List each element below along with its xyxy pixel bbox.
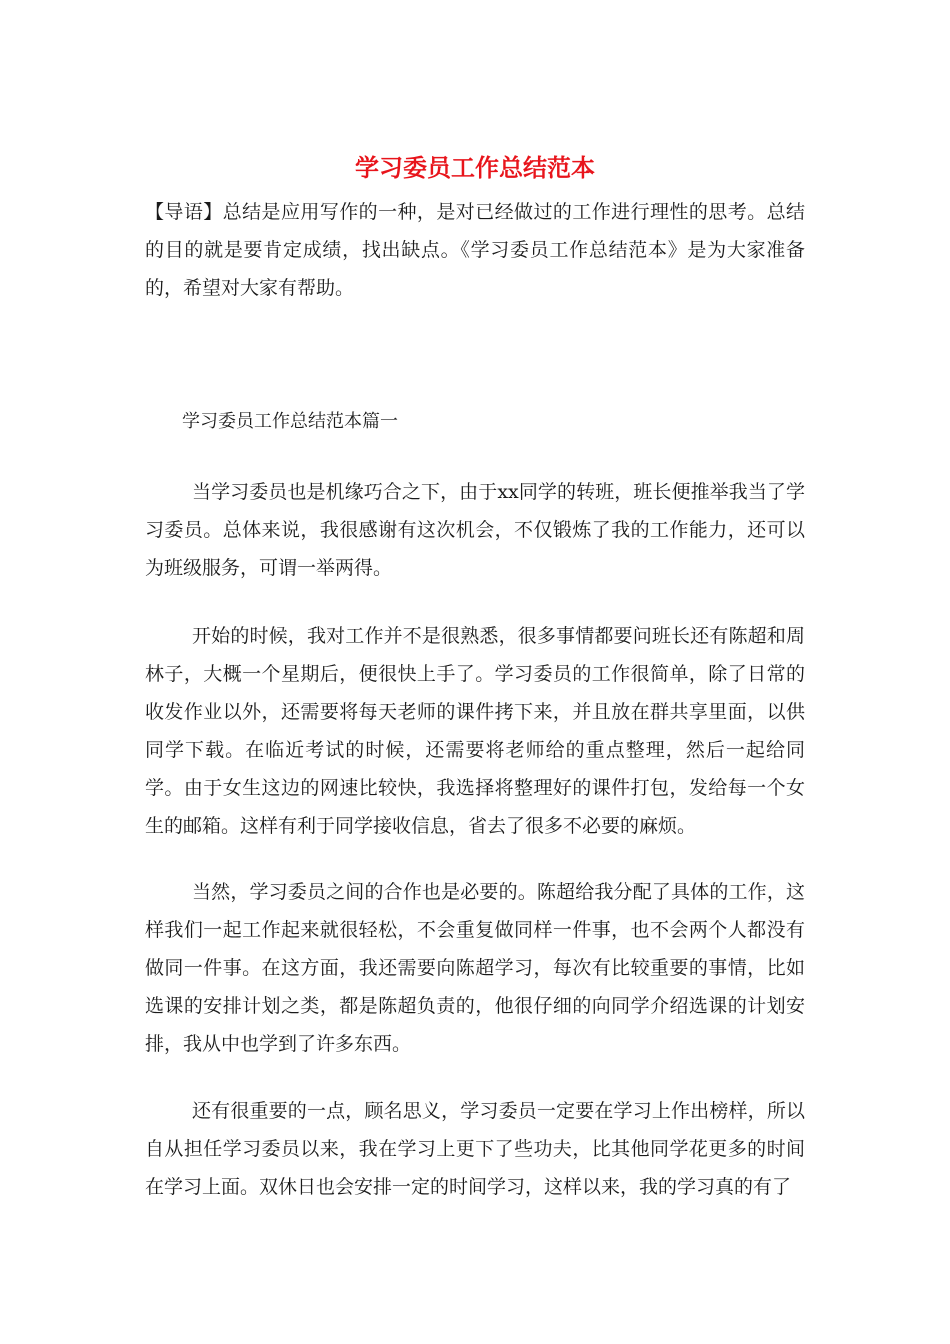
document-title: 学习委员工作总结范本	[355, 154, 595, 182]
intro-paragraph: 【导语】总结是应用写作的一种，是对已经做过的工作进行理性的思考。总结的目的就是要肯定成绩，找出缺点。《学习委员工作总结范本》是为大家准备的，希望对大家有帮助。	[145, 201, 805, 299]
body-paragraph: 当学习委员也是机缘巧合之下，由于xx同学的转班，班长便推举我当了学习委员。总体来说，我很感谢有这次机会，不仅锻炼了我的工作能力，还可以为班级服务，可谓一举两得。	[145, 481, 805, 579]
section-heading: 学习委员工作总结范本篇一	[182, 411, 398, 432]
body-paragraph: 还有很重要的一点，顾名思义，学习委员一定要在学习上作出榜样，所以自从担任学习委员以来，我在学习上更下了些功夫，比其他同学花更多的时间在学习上面。双休日也会安排一定的时间学习，这样以来，我的学习真的有了	[145, 1100, 805, 1198]
body-paragraph: 开始的时候，我对工作并不是很熟悉，很多事情都要问班长还有陈超和周林子，大概一个星期后，便很快上手了。学习委员的工作很简单，除了日常的收发作业以外，还需要将每天老师的课件拷下来，并且放在群共享里面，以供同学下载。在临近考试的时候，还需要将老师给的重点整理，然后一起给同学。由于女生这边的网速比较快，我选择将整理好的课件打包，发给每一个女生的邮箱。这样有利于同学接收信息，省去了很多不必要的麻烦。	[145, 625, 805, 837]
body-paragraph: 当然，学习委员之间的合作也是必要的。陈超给我分配了具体的工作，这样我们一起工作起来就很轻松，不会重复做同样一件事，也不会两个人都没有做同一件事。在这方面，我还需要向陈超学习，每次有比较重要的事情，比如选课的安排计划之类，都是陈超负责的，他很仔细的向同学介绍选课的计划安排，我从中也学到了许多东西。	[145, 881, 805, 1055]
